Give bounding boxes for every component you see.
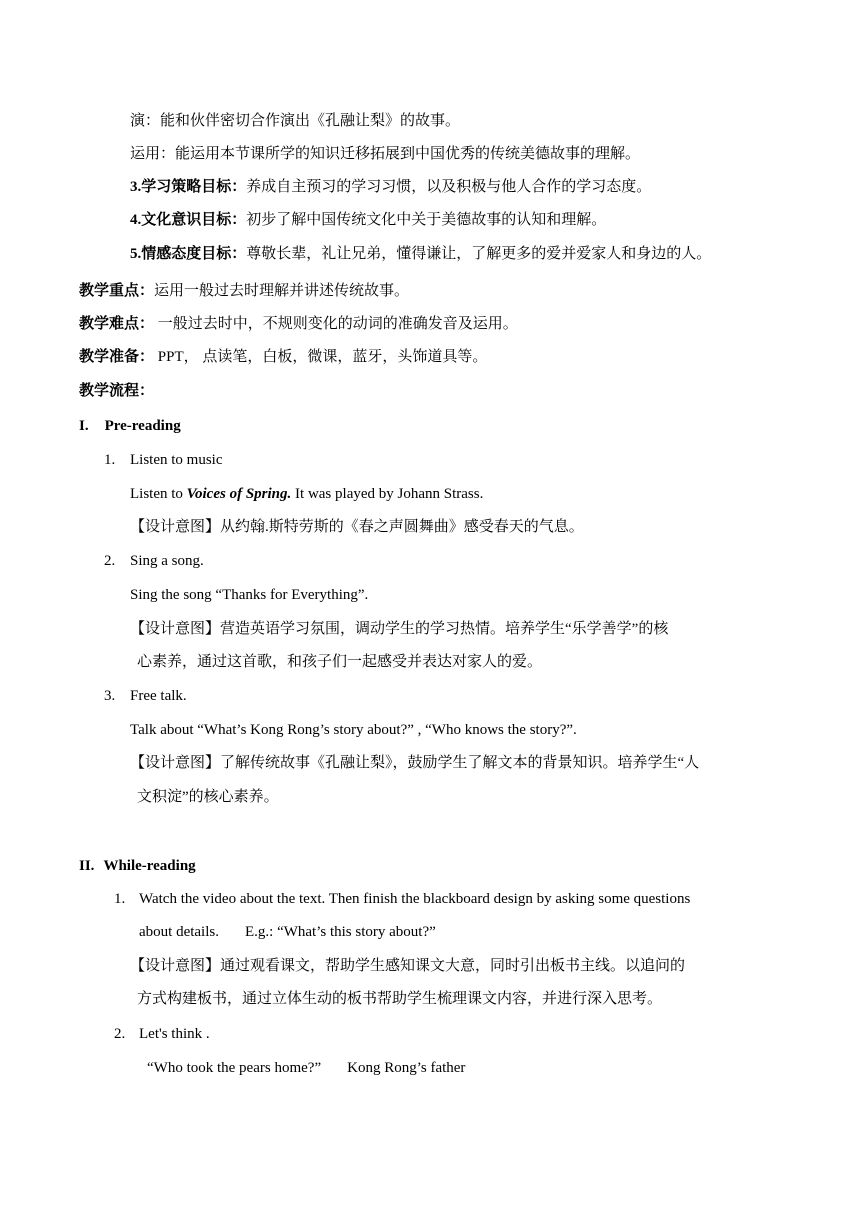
- while-item-2-question: “Who took the pears home?” Kong Rong’s father: [147, 1060, 466, 1076]
- difficult-point-text: 一般过去时中，不规则变化的动词的准确发音及运用。: [154, 316, 518, 332]
- pre-item-1-title: Listen to music: [130, 452, 223, 468]
- pre-item-2-title: Sing a song.: [130, 553, 204, 569]
- objective-culture-text: 初步了解中国传统文化中关于美德故事的认知和理解。: [246, 212, 607, 228]
- pre-item-3-intent-line1: 【设计意图】了解传统故事《孔融让梨》，鼓励学生了解文本的背景知识。培养学生“人: [130, 755, 700, 771]
- procedure-heading: 教学流程：: [79, 383, 155, 399]
- while-item-2-answer: Kong Rong’s father: [347, 1060, 466, 1076]
- pre-item-3-number: 3.: [104, 688, 116, 704]
- key-point: [79, 280, 409, 302]
- objective-strategy: [130, 176, 651, 198]
- preparation: [79, 346, 487, 368]
- preparation-label: 教学准备：: [79, 349, 155, 365]
- objective-emotion: [130, 243, 711, 265]
- key-point-text: 运用一般过去时理解并讲述传统故事。: [154, 283, 410, 299]
- while-item-1-intent-line2: 方式构建板书，通过立体生动的板书帮助学生梳理课文内容，并进行深入思考。: [137, 991, 663, 1007]
- pre-item-1-intent: 【设计意图】从约翰.斯特劳斯的《春之声圆舞曲》感受春天的气息。: [130, 519, 584, 535]
- objective-strategy-label: 3.学习策略目标：: [130, 179, 247, 195]
- pre-item-3-title: Free talk.: [130, 688, 187, 704]
- pre-item-2-detail: Sing the song “Thanks for Everything”.: [130, 587, 369, 603]
- objective-emotion-text: 尊敬长辈，礼让兄弟，懂得谦让，了解更多的爱并爱家人和身边的人。: [246, 246, 712, 262]
- objective-culture: [130, 209, 606, 231]
- difficult-point-label: 教学难点：: [79, 316, 155, 332]
- objective-emotion-label: 5.情感态度目标：: [130, 246, 247, 262]
- while-item-2-number: 2.: [114, 1026, 126, 1042]
- pre-item-3-intent-line2: 文积淀”的核心素养。: [137, 789, 279, 805]
- difficult-point: [79, 313, 518, 335]
- music-title: Voices of Spring.: [186, 486, 292, 502]
- section-heading-pre-reading: I. Pre-reading: [79, 418, 181, 434]
- key-point-label: 教学重点：: [79, 283, 155, 299]
- while-item-1-intent-line1: 【设计意图】通过观看课文，帮助学生感知课文大意，同时引出板书主线。以追问的: [130, 958, 686, 974]
- objective-culture-label: 4.文化意识目标：: [130, 212, 247, 228]
- while-item-2-title: Let's think .: [139, 1026, 210, 1042]
- objective-apply: 运用：能运用本节课所学的知识迁移拓展到中国优秀的传统美德故事的理解。: [130, 146, 641, 162]
- pre-item-1-number: 1.: [104, 452, 116, 468]
- pre-item-2-intent-line2: 心素养，通过这首歌，和孩子们一起感受并表达对家人的爱。: [137, 654, 543, 670]
- pre-item-2-number: 2.: [104, 553, 116, 569]
- pre-item-3-detail: Talk about “What’s Kong Rong’s story about?” , “Who knows the story?”.: [130, 722, 577, 738]
- pre-item-1-detail: Listen to Voices of Spring. It was played by Johann Strass.: [130, 486, 484, 502]
- objective-perform: 演：能和伙伴密切合作演出《孔融让梨》的故事。: [130, 113, 461, 129]
- section-heading-while-reading: II. While-reading: [79, 858, 196, 874]
- objective-strategy-text: 养成自主预习的学习习惯，以及积极与他人合作的学习态度。: [246, 179, 652, 195]
- while-item-1-line1: Watch the video about the text. Then finish the blackboard design by asking some questions: [139, 891, 691, 907]
- while-item-1-line2: about details. E.g.: “What’s this story about?”: [139, 924, 436, 940]
- while-item-1-number: 1.: [114, 891, 126, 907]
- pre-item-2-intent-line1: 【设计意图】营造英语学习氛围，调动学生的学习热情。培养学生“乐学善学”的核: [130, 621, 669, 637]
- preparation-text: PPT， 点读笔，白板，微课，蓝牙，头饰道具等。: [154, 349, 488, 365]
